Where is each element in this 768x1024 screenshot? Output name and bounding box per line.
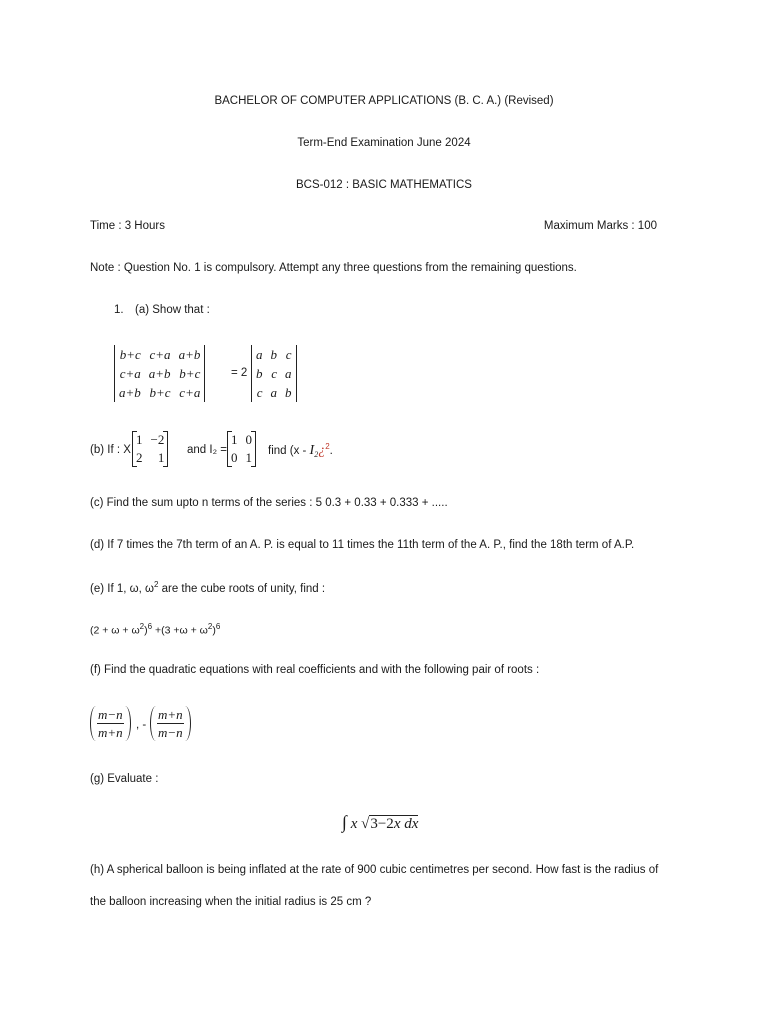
radicand-rest: x dx [393, 816, 419, 832]
integral-x: x [350, 816, 358, 832]
question-number: 1. [114, 304, 124, 316]
expr-part: ) [212, 624, 216, 637]
det-cell: a [285, 366, 292, 381]
matrix-cell: 1 [245, 450, 252, 465]
question-1e-post: are the cube roots of unity, find : [158, 582, 326, 595]
det-cell: a [270, 385, 277, 400]
matrix-cell: 0 [231, 450, 238, 465]
matrix-cell: 1 [231, 432, 238, 447]
fraction-denominator: m−n [158, 725, 183, 740]
det-cell: a+b [119, 385, 141, 400]
question-1e [90, 580, 325, 595]
exam-title: Term-End Examination June 2024 [297, 137, 471, 149]
program-title: BACHELOR OF COMPUTER APPLICATIONS (B. C. A.) (Revised) [214, 95, 554, 107]
matrix-cell: 2 [136, 450, 143, 465]
det-cell: c+a [119, 366, 141, 381]
det-cell: b [285, 385, 292, 400]
question-1f: (f) Find the quadratic equations with real coefficients and with the following pair of roots : [90, 664, 540, 676]
fraction-denominator: m+n [98, 725, 123, 740]
det-cell: b [270, 347, 277, 362]
radicand [369, 815, 418, 832]
det-cell: a [256, 347, 263, 362]
matrix-x [132, 431, 168, 467]
course-title: BCS-012 : BASIC MATHEMATICS [296, 179, 472, 191]
expr-part: ) [144, 624, 148, 637]
superscript: 2 [207, 622, 213, 631]
det-cell: c [271, 366, 277, 381]
instructions-note: Note : Question No. 1 is compulsory. Attempt any three questions from the remaining questions. [90, 262, 577, 274]
sqrt-symbol: √ [361, 816, 370, 832]
max-marks-label: Maximum Marks : 100 [543, 220, 657, 232]
integral-expression [342, 812, 418, 833]
find-text: find (x - [268, 444, 307, 457]
question-1g: (g) Evaluate : [90, 773, 159, 785]
power-superscript: 2 [325, 442, 330, 451]
question-1b-prefix: (b) If : X [90, 444, 131, 456]
det-cell: a+b [178, 347, 201, 362]
det-cell: c [256, 385, 263, 400]
matrix-cell: 1 [157, 450, 165, 465]
superscript: 2 [139, 622, 145, 631]
det-cell: b+c [179, 366, 201, 381]
determinant-left [114, 345, 205, 402]
question-1d: (d) If 7 times the 7th term of an A. P. is equal to 11 times the 11th term of the A. P., find the 18th term of A.P. [90, 539, 635, 551]
root-fraction-1 [90, 706, 131, 741]
det-cell: c+a [149, 347, 171, 362]
root-fraction-2 [150, 706, 191, 741]
det-cell: b+c [149, 385, 171, 400]
identity-symbol: I [309, 442, 315, 458]
question-1c: (c) Find the sum upto n terms of the series : 5 0.3 + 0.33 + 0.333 + ..... [90, 497, 448, 509]
garbled-glyph: ¿ [318, 442, 326, 458]
matrix-cell: 0 [245, 432, 252, 447]
fraction-numerator: m+n [158, 707, 183, 722]
roots-separator: , - [136, 719, 147, 731]
identity-subscript: 2 [314, 450, 319, 460]
integral-sign: ∫ [342, 812, 347, 832]
det-cell: a+b [148, 366, 171, 381]
superscript: 2 [153, 580, 159, 589]
radicand-value: 3−2 [370, 816, 394, 832]
det-cell: b [256, 366, 263, 381]
question-1e-expression [90, 622, 220, 637]
question-1e-pre: (e) If 1, ω, ω [90, 582, 154, 595]
det-cell: c+a [179, 385, 201, 400]
question-1h-line-2: the balloon increasing when the initial radius is 25 cm ? [90, 896, 372, 908]
det-cell: b+c [119, 347, 141, 362]
superscript: 6 [215, 622, 221, 631]
period: . [329, 444, 333, 457]
fraction-numerator: m−n [98, 707, 123, 722]
matrix-identity [227, 431, 256, 467]
superscript: 6 [147, 622, 153, 631]
determinant-right [251, 345, 297, 402]
det-equals: = 2 [231, 367, 248, 379]
matrix-cell: 1 [136, 432, 143, 447]
matrix-cell: −2 [150, 432, 165, 447]
expr-part: (2 + ω + ω [90, 624, 140, 637]
time-label: Time : 3 Hours [90, 220, 165, 232]
question-1a-label: (a) Show that : [135, 304, 210, 316]
expr-part: +(3 +ω + ω [152, 624, 208, 637]
question-1b-find [268, 442, 333, 459]
question-1h-line-1: (h) A spherical balloon is being inflated at the rate of 900 cubic centimetres per second. How fast is the radius of [90, 864, 659, 876]
question-1b-and: and I₂ = [187, 444, 227, 456]
det-cell: c [285, 347, 292, 362]
